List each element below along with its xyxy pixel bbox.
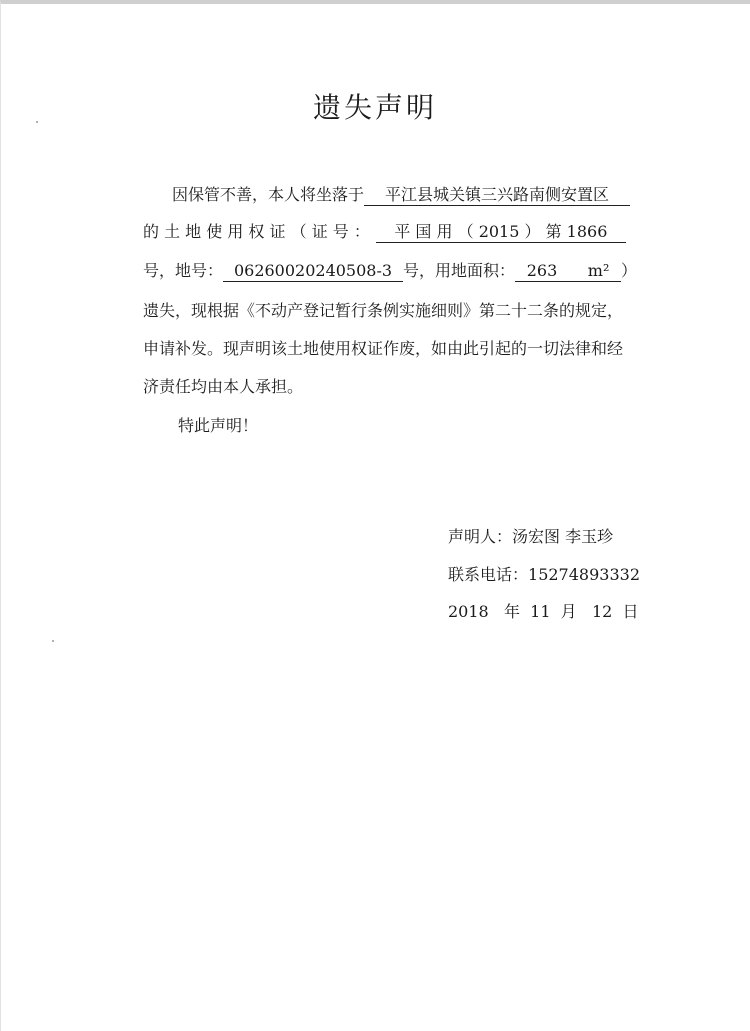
scan-speck <box>52 640 54 642</box>
declarant-line <box>448 526 613 548</box>
phone-label: 联系电话： <box>448 565 529 584</box>
certificate-number-field: 平 国 用 （ 2015 ） 第 1866 <box>376 222 626 243</box>
phone-number: 15274893332 <box>528 565 640 584</box>
location-field: 平江县城关镇三兴路南侧安置区 <box>364 185 630 206</box>
area-field <box>515 261 621 282</box>
para1-line6: 济责任均由本人承担。 <box>143 377 304 396</box>
area-value: 263 <box>526 261 558 280</box>
declarant-names: 汤宏图 李玉珍 <box>512 527 614 546</box>
para1-prefix: 因保管不善，本人将坐落于 <box>172 185 365 204</box>
para1-line5: 申请补发。现声明该土地使用权证作废，如由此引起的一切法律和经 <box>143 339 624 358</box>
area-suffix: ） <box>621 261 638 280</box>
para1-line4: 遗失，现根据《不动产登记暂行条例实施细则》第二十二条的规定， <box>143 301 624 320</box>
area-unit: m² <box>587 261 610 280</box>
date-line: 2018 年 11 月 12 日 <box>448 602 639 621</box>
para1-line3 <box>143 260 637 282</box>
declarant-label: 声明人： <box>448 527 513 546</box>
para1-line2 <box>143 221 626 243</box>
line3-hao-label: 号，地号： <box>143 261 224 280</box>
phone-line <box>448 564 640 586</box>
closing-statement: 特此声明！ <box>178 416 259 435</box>
para1-line1 <box>172 184 630 206</box>
area-prefix: 号，用地面积： <box>403 261 516 280</box>
parcel-number-field: 06260020240508-3 <box>223 261 403 282</box>
line2-prefix: 的 土 地 使 用 权 证 （ 证 号 ： <box>143 222 370 241</box>
document-title: 遗失声明 <box>312 91 437 124</box>
